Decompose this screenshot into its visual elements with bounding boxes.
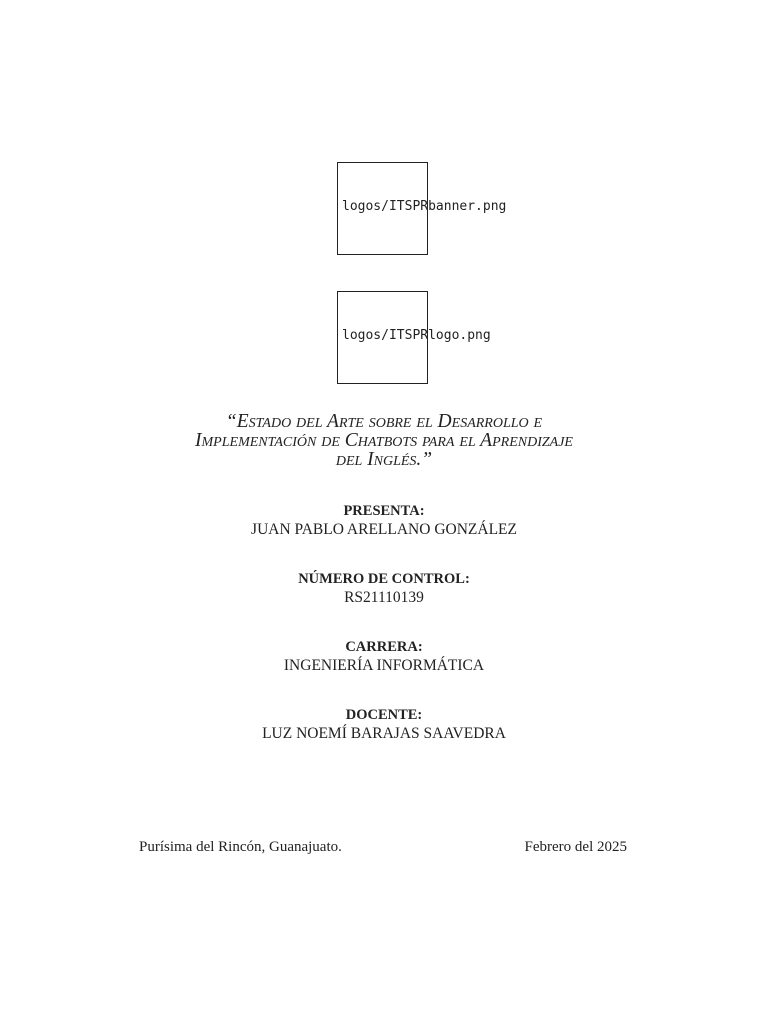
teacher-name: LUZ NOEMÍ BARAJAS SAAVEDRA xyxy=(262,725,506,742)
title-line-1: “Estado del Arte sobre el Desarrollo e xyxy=(225,411,543,432)
career-label: CARRERA: xyxy=(345,639,423,655)
presenta-section xyxy=(84,502,684,539)
title-line-3: del Inglés.” xyxy=(335,449,433,470)
footer-date: Febrero del 2025 xyxy=(524,839,627,855)
presenta-label: PRESENTA: xyxy=(343,503,425,519)
teacher-label: DOCENTE: xyxy=(345,707,423,723)
teacher-section xyxy=(84,706,684,743)
banner-image-filename: logos/ITSPRbanner.png xyxy=(342,199,507,214)
career-value: INGENIERÍA INFORMÁTICA xyxy=(283,657,485,674)
author-name: JUAN PABLO ARELLANO GONZÁLEZ xyxy=(251,521,517,538)
title-line-2: Implementación de Chatbots para el Aprendizaje xyxy=(195,430,573,451)
logo-image-filename: logos/ITSPRlogo.png xyxy=(342,328,491,343)
footer-place: Purísima del Rincón, Guanajuato. xyxy=(139,839,342,855)
document-title xyxy=(84,412,684,469)
control-number-label: NÚMERO DE CONTROL: xyxy=(298,571,470,587)
career-section xyxy=(84,638,684,675)
control-number-section xyxy=(84,570,684,607)
control-number-value: RS21110139 xyxy=(344,589,424,606)
